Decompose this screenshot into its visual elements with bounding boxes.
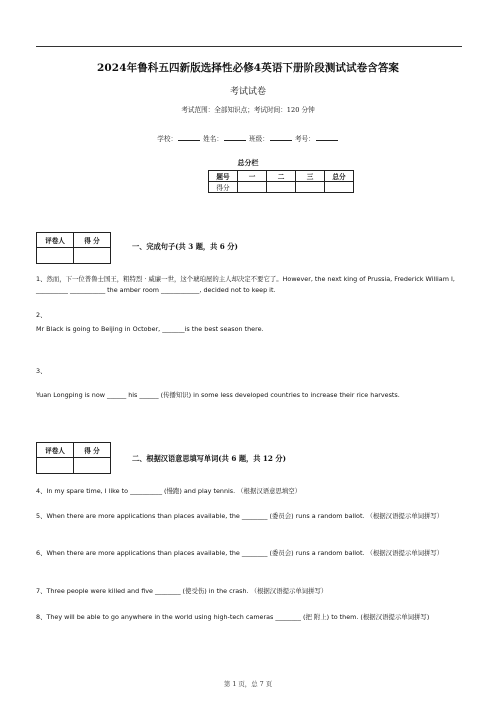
- document-subtitle: 考试试卷: [229, 87, 266, 97]
- score-table: [208, 170, 354, 193]
- section-1-heading: 一、完成句子(共 3 题，共 6 分): [132, 242, 238, 251]
- top-rule: [36, 46, 462, 47]
- score-header-cell: 三: [296, 171, 325, 182]
- question-2-number: 2、: [36, 311, 47, 319]
- grader-cell[interactable]: [37, 458, 74, 474]
- exam-number-blank[interactable]: [316, 134, 338, 141]
- page-footer: 第 1 页，总 7 页: [223, 680, 273, 688]
- grader-cell[interactable]: [37, 248, 74, 264]
- school-blank[interactable]: [178, 134, 200, 141]
- score-table-title: 总分栏: [237, 158, 259, 167]
- score-value-cell[interactable]: [267, 182, 296, 193]
- question-3-text: Yuan Longping is now ______ his ______ (传播知识) in some less developed countries to increase their rice harvests.: [36, 391, 400, 399]
- question-1: 1、然而，下一位普鲁士国王，粗特烈 · 威廉一世，这个琥珀屋的主人却决定不要它了。However, the next king of Prussia, Frederick William I, __________ ___________ the amber room ____________, decided not to keep it.: [36, 275, 455, 294]
- score-header-cell: 总分: [325, 171, 354, 182]
- grader-label: 评卷人: [37, 233, 74, 248]
- score-value-cell[interactable]: [238, 182, 267, 193]
- score-cell[interactable]: [74, 458, 111, 474]
- score-header-cell: 一: [238, 171, 267, 182]
- question-5: 5、When there are more applications than places available, the ________ (委员会) runs a random ballot. （根据汉语提示单词拼写）: [36, 512, 444, 520]
- name-blank[interactable]: [224, 134, 246, 141]
- school-label: 学校：: [157, 135, 178, 143]
- score-header-cell: 题号: [209, 171, 238, 182]
- section-2-heading: 二、根据汉语意思填写单词(共 6 题，共 12 分): [132, 454, 287, 463]
- question-4: 4、In my spare time, I like to __________ (慢跑) and play tennis. （根据汉语意思填空）: [36, 487, 302, 495]
- grader-box-2: [36, 442, 111, 474]
- score-value-cell[interactable]: [325, 182, 354, 193]
- score-table-value-row: [209, 182, 354, 193]
- class-label: 班级：: [249, 135, 269, 143]
- score-cell[interactable]: [74, 248, 111, 264]
- score-table-header-row: [209, 171, 354, 182]
- name-label: 姓名：: [203, 135, 223, 143]
- question-7: 7、Three people were killed and five ________ (使受伤) in the crash. （根据汉语提示单词拼写）: [36, 587, 328, 595]
- score-label: 得 分: [74, 233, 111, 248]
- question-6: 6、When there are more applications than places available, the ________ (委员会) runs a random ballot. （根据汉语提示单词拼写）: [36, 549, 444, 557]
- question-2-text: Mr Black is going to Beijing in October, _______is the best season there.: [36, 325, 264, 333]
- score-header-cell: 二: [267, 171, 296, 182]
- question-3-number: 3、: [36, 367, 47, 375]
- student-info-fields: [0, 133, 496, 143]
- question-8: 8、They will be able to go anywhere in the world using high-tech cameras ________ (把 附上) to them. (根据汉语提示单词拼写): [36, 613, 430, 621]
- exam-scope: 考试范围：全部知识点；考试时间：120 分钟: [181, 106, 315, 114]
- score-value-cell[interactable]: [296, 182, 325, 193]
- class-blank[interactable]: [270, 134, 292, 141]
- score-label: 得 分: [74, 443, 111, 458]
- grader-label: 评卷人: [37, 443, 74, 458]
- score-row-label: 得分: [209, 182, 238, 193]
- exam-number-label: 考号：: [294, 135, 315, 143]
- grader-box-1: [36, 232, 111, 264]
- document-title: 2024年鲁科五四新版选择性必修4英语下册阶段测试试卷含答案: [96, 62, 400, 74]
